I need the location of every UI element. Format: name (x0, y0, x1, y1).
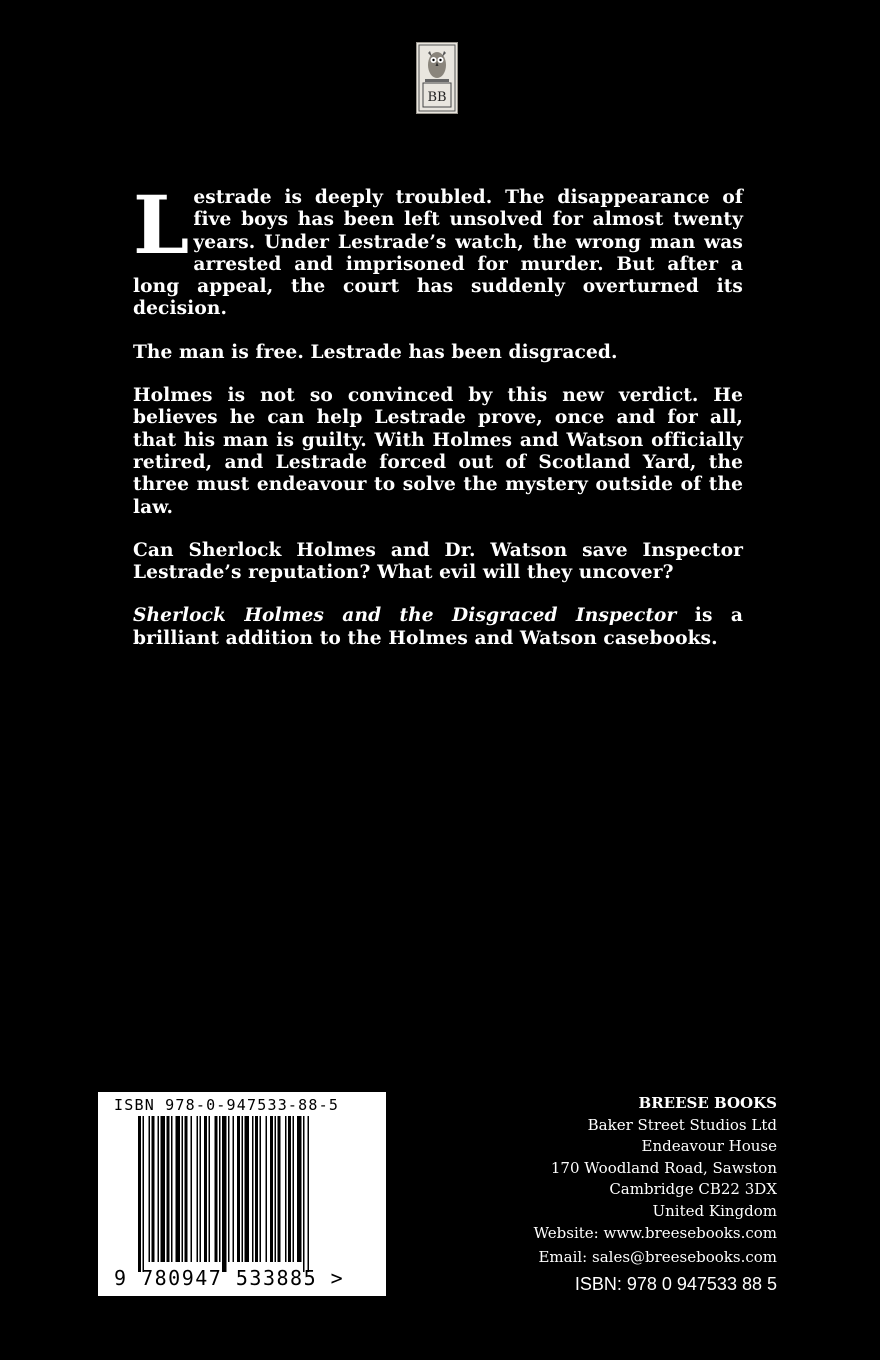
logo-letters: BB (427, 90, 447, 105)
address-line-2: Endeavour House (641, 1137, 777, 1156)
drop-cap: L (133, 178, 190, 272)
barcode-bar (242, 1116, 244, 1262)
barcode-bar (228, 1116, 230, 1262)
publisher-owl-logo (416, 42, 458, 114)
barcode-bar (288, 1116, 291, 1262)
publisher-address (534, 1093, 777, 1295)
barcode-bar (161, 1116, 166, 1262)
barcode-bar (171, 1116, 173, 1262)
barcode-bar (209, 1116, 211, 1262)
blurb-paragraph-1-text: estrade is deeply troubled. The disappearance of five boys has been left unsolved for almost twenty years. Under Lestrade’s watch, the wrong man was arrested and imprisoned for murder. But after a long appeal, the court has suddenly overturned its decision. (133, 187, 743, 320)
publisher-email: Email: sales@breesebooks.com (538, 1248, 777, 1267)
barcode-bar (237, 1116, 240, 1262)
address-line-3: 170 Woodland Road, Sawston (550, 1158, 777, 1177)
barcode-bar (255, 1116, 258, 1262)
barcode-bar (185, 1116, 188, 1262)
barcode-bar (293, 1116, 295, 1262)
barcode-bar (158, 1116, 160, 1262)
barcode-bar (167, 1116, 170, 1262)
barcode-bar (182, 1116, 184, 1262)
owl-icon (417, 43, 457, 113)
book-title-italic: Sherlock Holmes and the Disgraced Inspector (133, 605, 677, 627)
barcode-bar (285, 1116, 287, 1262)
publisher-isbn: ISBN: 978 0 947533 88 5 (574, 1273, 777, 1294)
blurb-paragraph-3: Holmes is not so convinced by this new verdict. He believes he can help Lestrade prove, once and for all, that his man is guilty. With Holmes and Watson officially retired, and Lestrade forced out of Scotland Yard, the three must endeavour to solve the mystery outside of the law. (133, 385, 743, 518)
barcode-isbn-label: ISBN 978-0-947533-88-5 (114, 1096, 340, 1114)
blurb-paragraph-4: Can Sherlock Holmes and Dr. Watson save Inspector Lestrade’s reputation? What evil will they uncover? (133, 539, 743, 584)
publisher-name: BREESE BOOKS (638, 1094, 777, 1112)
barcode-bar (138, 1116, 141, 1272)
barcode-bar (152, 1116, 155, 1262)
barcode-digits: 9 780947 533885 > (114, 1266, 345, 1290)
barcode-bar (204, 1116, 207, 1262)
barcode-bar (297, 1116, 302, 1262)
blurb-paragraph-1 (133, 178, 743, 321)
publisher-website: Website: www.breesebooks.com (533, 1223, 777, 1242)
barcode-bar (260, 1116, 262, 1262)
barcode-bar (278, 1116, 281, 1262)
barcode-bar (270, 1116, 273, 1262)
barcode-bar (215, 1116, 218, 1262)
barcode-bar (245, 1116, 250, 1262)
isbn-barcode (98, 1092, 386, 1296)
address-line-1: Baker Street Studios Ltd (587, 1115, 777, 1134)
back-cover-blurb (133, 178, 743, 671)
barcode-bar (303, 1116, 305, 1272)
barcode-bar (219, 1116, 221, 1262)
blurb-paragraph-5 (133, 605, 743, 650)
barcode-bar (233, 1116, 235, 1262)
barcode-bar (222, 1116, 227, 1272)
blurb-paragraph-5-text: is a brilliant addition to the Holmes and Watson casebooks. (133, 605, 743, 649)
barcode-bar (200, 1116, 202, 1262)
barcode-bar (197, 1116, 199, 1262)
barcode-bar (275, 1116, 277, 1262)
barcode-bar (191, 1116, 193, 1262)
barcode-bar (143, 1116, 145, 1272)
address-line-5: United Kingdom (652, 1201, 777, 1220)
barcode-bar (308, 1116, 310, 1272)
barcode-bar (266, 1116, 268, 1262)
barcode-bars (138, 1116, 358, 1272)
blurb-paragraph-2: The man is free. Lestrade has been disgraced. (133, 341, 618, 363)
address-line-4: Cambridge CB22 3DX (609, 1180, 777, 1199)
barcode-bar (176, 1116, 181, 1262)
barcode-bar (252, 1116, 254, 1262)
barcode-bar (149, 1116, 151, 1262)
